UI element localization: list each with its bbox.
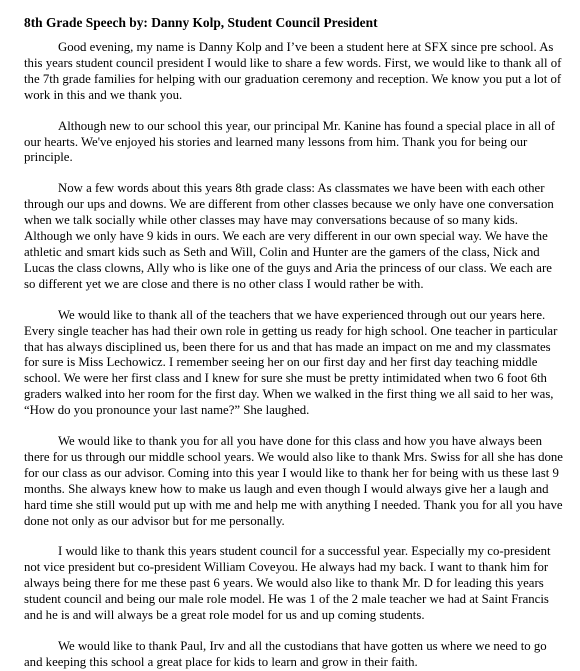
paragraph-principal: Although new to our school this year, our principal Mr. Kanine has found a special place in all of our hearts. We've enjoyed his stories and learned many lessons from him. Thank you for being our principle. xyxy=(24,118,556,165)
paragraph-class: Now a few words about this years 8th grade class: As classmates we have been with each other through our ups and downs. We are different from other classes because we only have one conversation when we talk socially while other classes may have may conversations because of so many kids. Although we only have 9 kids in ours. We each are very different in our own special way. We have the athletic and smart kids such as Seth and Will, Colin and Hunter are the gamers of the class, Nick and Lucas the class clowns, Ally who is like one of the guys and Aria the princess of our class. We each are so different yet we are close and there is no other class I would rather be with. xyxy=(24,181,554,291)
paragraph-student-council: I would like to thank this years student council for a successful year. Especially my co-president not vice president but co-president William Coveyou. He always had my back. I want to thank him for always being there for me these past 6 years. We would also like to thank Mr. D for leading this years student council and being our male role model. He was 1 of the 2 male teacher we had at Saint Francis and he is and will always be a great role model for us and up coming students. xyxy=(24,544,551,623)
paragraph-teachers: We would like to thank all of the teachers that we have experienced through out our years here. Every single teacher has had their own role in getting us ready for high school. One teacher in particular that has always disciplined us, been there for us and that has made an impact on me and my classmates for sure is Miss Lechowicz. I remember seeing her on our first day and her first day teaching middle school. We were her first class and I knew for sure she must be pretty intimidated when two 6 foot 6th graders walked into her room for the first day. When we walked in the first thing we all said to her was, “How do you pronounce your last name?” She laughed. xyxy=(24,307,558,418)
paragraph-intro: Good evening, my name is Danny Kolp and I’ve been a student here at SFX since pre school. As this years student council president I would like to share a few words. First, we would like to thank all of the 7th grade families for helping with our graduation ceremony and reception. We know you put a lot of work in this and we thank you. xyxy=(24,40,562,102)
paragraph-custodians: We would like to thank Paul, Irv and all the custodians that have gotten us where we need to go and keeping this school a great place for kids to learn and grow in their faith. xyxy=(24,639,547,669)
paragraph-advisor: We would like to thank you for all you have done for this class and how you have always been there for us through our middle school years. We would also like to thank Mrs. Swiss for all she has done for our class as our advisor. Coming into this year I would like to thank her for being with us these last 9 months. She always knew how to make us laugh and even though I would always give her a laugh and hard time she still would put up with me and help me with anything I needed. Thank you for all you have done not only as our advisor but for me personally. xyxy=(24,434,563,528)
document-title: 8th Grade Speech by: Danny Kolp, Student Council President xyxy=(24,15,378,30)
